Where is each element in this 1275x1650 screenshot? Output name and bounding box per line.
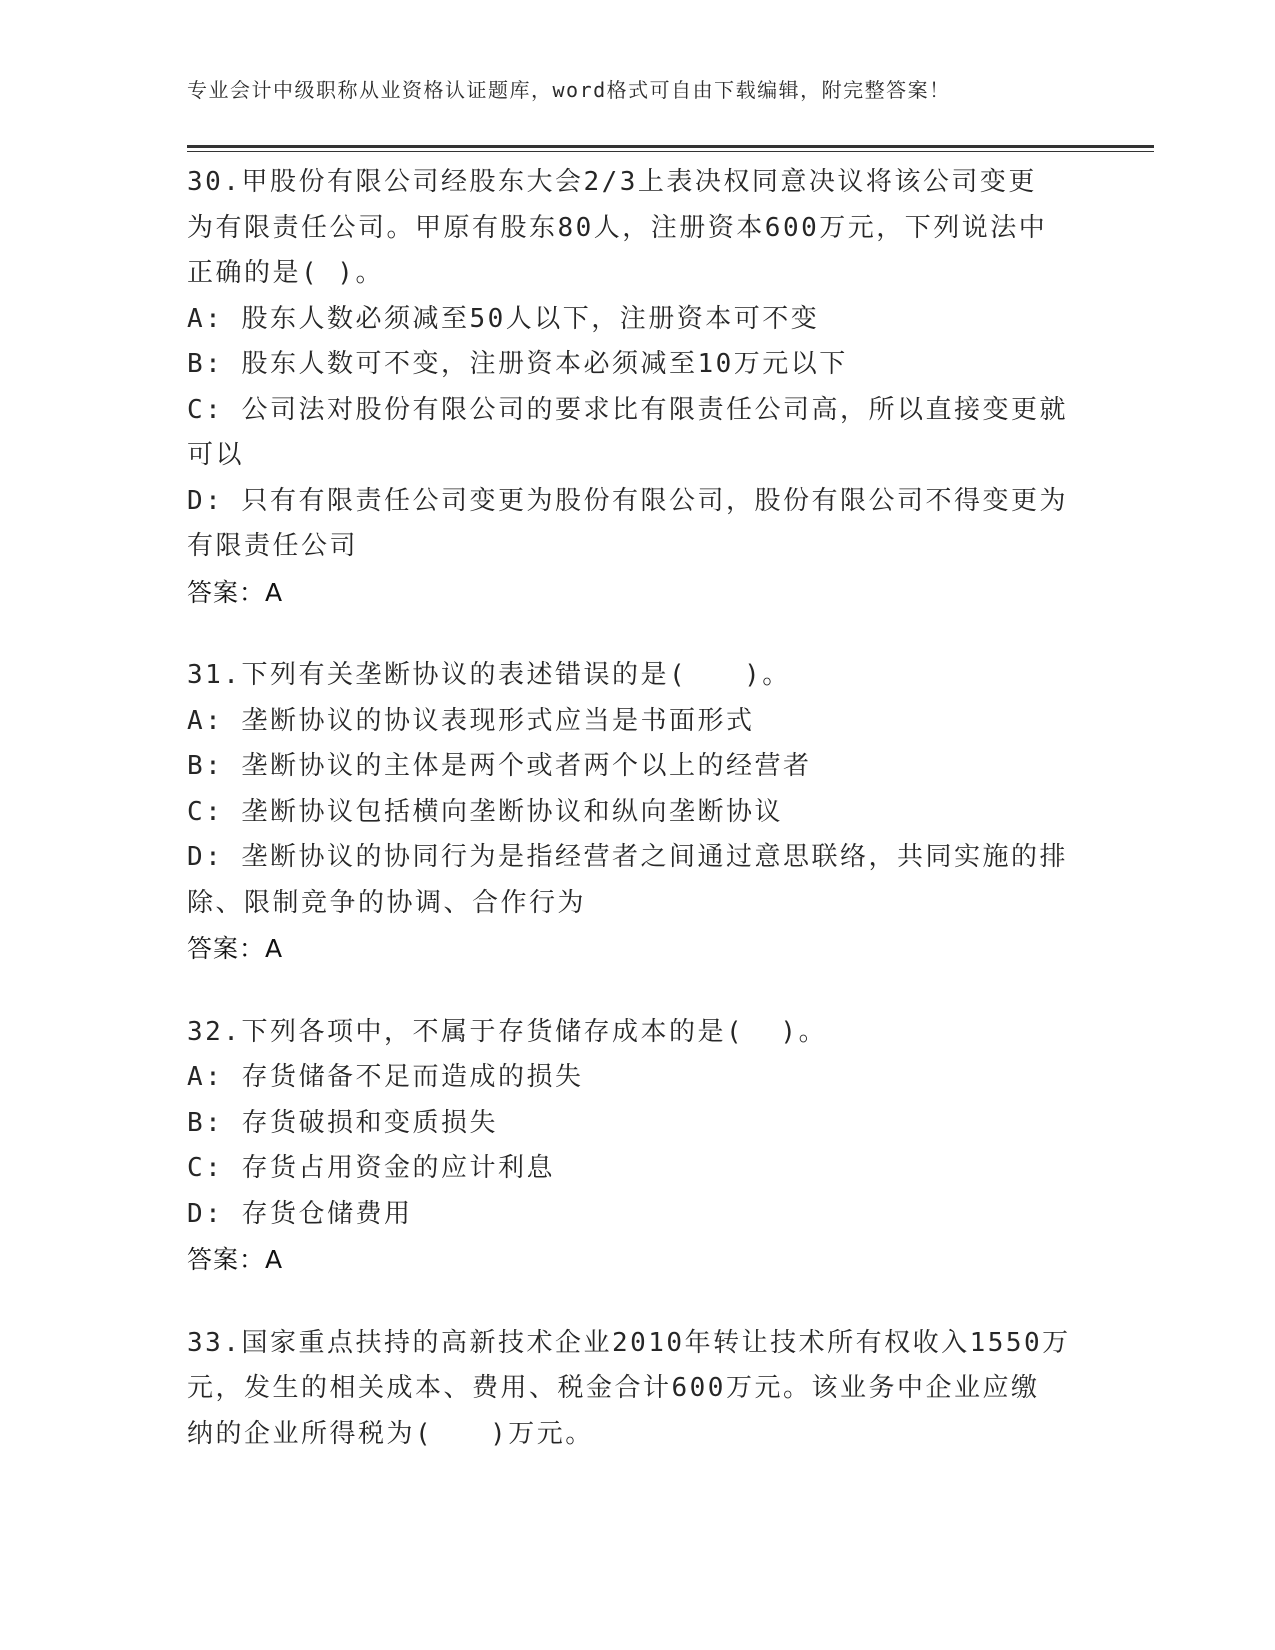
option-line: B: 垄断协议的主体是两个或者两个以上的经营者	[187, 751, 812, 781]
option-line: C: 公司法对股份有限公司的要求比有限责任公司高，所以直接变更就	[187, 394, 1068, 425]
question-list	[187, 160, 1087, 1495]
option-line: 有限责任公司	[187, 531, 359, 561]
option-line: D: 存货仓储费用	[187, 1198, 413, 1229]
question-32	[187, 1010, 1087, 1283]
option-b	[187, 744, 1087, 790]
option-a	[187, 297, 1087, 343]
option-d	[187, 1192, 1087, 1238]
option-line: B: 股东人数可不变，注册资本必须减至10万元以下	[187, 349, 848, 379]
question-stem-line: 正确的是( )。	[187, 258, 384, 288]
question-31	[187, 653, 1087, 972]
option-line: A: 股东人数必须减至50人以下，注册资本可不变	[187, 303, 820, 334]
question-30	[187, 160, 1087, 615]
question-stem-line: 33.国家重点扶持的高新技术企业2010年转让技术所有权收入1550万	[187, 1327, 1071, 1358]
answer-label: 答案：A	[187, 577, 284, 607]
option-line: A: 存货储备不足而造成的损失	[187, 1062, 584, 1092]
option-a	[187, 699, 1087, 745]
option-c	[187, 388, 1087, 479]
option-line: B: 存货破损和变质损失	[187, 1107, 498, 1138]
option-line: A: 垄断协议的协议表现形式应当是书面形式	[187, 705, 755, 736]
header-rule-thick	[187, 145, 1154, 148]
option-c	[187, 1146, 1087, 1192]
question-stem-line: 32.下列各项中，不属于存货储存成本的是( )。	[187, 1016, 828, 1047]
option-line: D: 只有有限责任公司变更为股份有限公司，股份有限公司不得变更为	[187, 485, 1068, 516]
question-stem-line: 30.甲股份有限公司经股东大会2/3上表决权同意决议将该公司变更	[187, 167, 1037, 197]
option-d	[187, 835, 1087, 926]
answer-label: 答案：A	[187, 934, 284, 963]
option-line: C: 存货占用资金的应计利息	[187, 1153, 555, 1183]
answer-label: 答案：A	[187, 1245, 284, 1274]
question-stem-line: 为有限责任公司。甲原有股东80人，注册资本600万元，下列说法中	[187, 212, 1048, 243]
option-c	[187, 790, 1087, 836]
page-header: 专业会计中级职称从业资格认证题库，word格式可自由下载编辑，附完整答案！	[187, 78, 951, 102]
option-a	[187, 1055, 1087, 1101]
question-stem-line: 元，发生的相关成本、费用、税金合计600万元。该业务中企业应缴	[187, 1373, 1040, 1403]
question-33	[187, 1321, 1087, 1458]
header-rule-thin	[187, 151, 1154, 152]
option-line: 除、限制竞争的协调、合作行为	[187, 887, 587, 918]
option-line: 可以	[187, 440, 245, 470]
question-stem-line: 31.下列有关垄断协议的表述错误的是( )。	[187, 660, 791, 690]
option-b	[187, 342, 1087, 388]
option-line: D: 垄断协议的协同行为是指经营者之间通过意思联络，共同实施的排	[187, 842, 1068, 872]
option-line: C: 垄断协议包括横向垄断协议和纵向垄断协议	[187, 796, 783, 827]
option-d	[187, 479, 1087, 570]
question-stem-line: 纳的企业所得税为( )万元。	[187, 1418, 594, 1449]
option-b	[187, 1101, 1087, 1147]
